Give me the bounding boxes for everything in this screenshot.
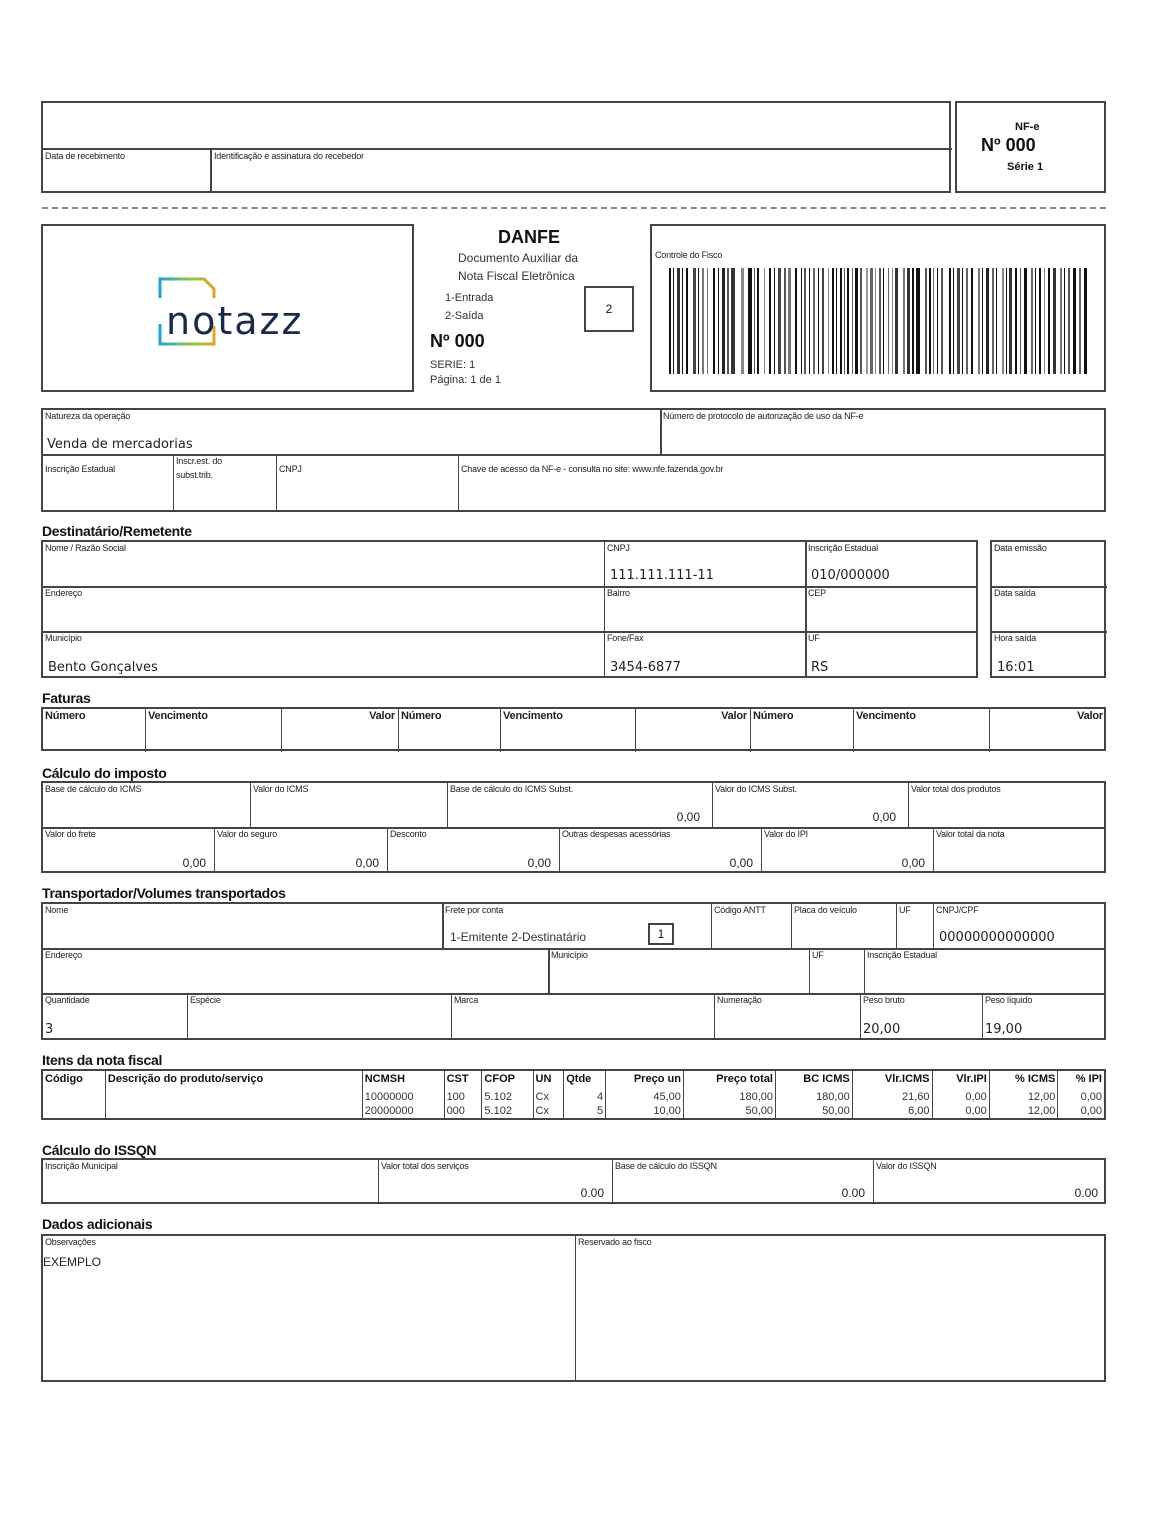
receipt-date-field	[42, 149, 212, 193]
recipient-zip-field	[805, 586, 978, 633]
invoice-col-number-2: Número	[398, 708, 501, 752]
recipient-phone-label: Fone/Fax	[607, 633, 644, 643]
invoice-col-number-3: Número	[750, 708, 854, 752]
invoices-box	[41, 707, 1106, 751]
nfe-number: Nº 000	[981, 135, 1036, 155]
invoice-col-number-1: Número	[42, 708, 146, 752]
invoice-col-due-1: Vencimento	[145, 708, 282, 752]
invoices-section-title: Faturas	[42, 690, 91, 706]
receipt-identification-label: Identificação e assinatura do recebedor	[214, 151, 364, 161]
antt-code-field: Código ANTT	[711, 903, 792, 950]
icms-subst-base-field: Base de cálculo do ICMS Subst. 0,00	[447, 782, 713, 829]
freight-payer-options: 1-Emitente 2-Destinatário	[450, 930, 587, 944]
danfe-page: Página: 1 de 1	[430, 374, 501, 386]
recipient-state-registration-value: 010/000000	[811, 568, 890, 583]
operation-nature-value: Venda de mercadorias	[47, 437, 193, 452]
carrier-cnpj-field: CNPJ/CPF 00000000000000	[933, 903, 1106, 950]
issue-date-label: Data emissão	[994, 543, 1047, 553]
recipient-zip-label: CEP	[808, 588, 826, 598]
volume-quantity-field: Quantidade 3	[42, 993, 188, 1040]
products-total-field: Valor total dos produtos	[908, 782, 1106, 829]
exit-date-label: Data saída	[994, 588, 1036, 598]
fiscal-control-box	[650, 224, 1106, 392]
recipient-state-registration-label: Inscrição Estadual	[808, 543, 878, 553]
invoice-col-value-1: Valor	[281, 708, 399, 752]
recipient-cnpj-field	[604, 541, 807, 588]
items-table	[41, 1069, 1106, 1120]
recipient-district-label: Bairro	[607, 588, 630, 598]
receipt-date-label: Data de recebimento	[45, 151, 125, 161]
danfe-entrada-label: 1-Entrada	[445, 292, 494, 304]
state-registration-label: Inscrição Estadual	[45, 464, 115, 474]
col-pct-ipi: % IPI	[1058, 1070, 1105, 1090]
notazz-logo	[156, 276, 316, 348]
receipt-signature-area	[42, 102, 952, 150]
operation-nature-field	[42, 409, 662, 456]
recipient-phone-field	[604, 631, 807, 678]
danfe-operation-type-box	[584, 286, 634, 332]
carrier-box	[41, 902, 1106, 1040]
issqn-box	[41, 1158, 1106, 1204]
other-expenses-field: Outras despesas acessórias 0,00	[559, 827, 762, 873]
vehicle-plate-field: Placa do veículo	[791, 903, 897, 950]
icms-subst-value-field: Valor do ICMS Subst. 0,00	[712, 782, 909, 829]
recipient-name-label: Nome / Razão Social	[45, 543, 126, 553]
recipient-district-field	[604, 586, 807, 633]
recipient-uf-field	[805, 631, 978, 678]
additional-data-box	[41, 1234, 1106, 1382]
operation-box	[41, 408, 1106, 512]
col-bc-icms: BC ICMS	[776, 1070, 853, 1090]
danfe-title: DANFE	[498, 227, 560, 247]
recipient-section-title: Destinatário/Remetente	[42, 523, 192, 539]
recipient-cnpj-label: CNPJ	[607, 543, 630, 553]
invoice-col-value-2: Valor	[635, 708, 751, 752]
volume-brand-field: Marca	[451, 993, 715, 1040]
recipient-box	[41, 540, 978, 678]
carrier-city-field: Município	[548, 948, 810, 995]
tax-section-title: Cálculo do imposto	[42, 765, 167, 781]
issqn-base-field: Base de cálculo do ISSQN 0.00	[612, 1159, 874, 1203]
invoice-col-due-3: Vencimento	[853, 708, 990, 752]
receipt-stub	[41, 101, 951, 193]
col-pct-icms: % ICMS	[989, 1070, 1058, 1090]
nfe-series: Série 1	[1007, 161, 1044, 173]
operation-nature-label: Natureza da operação	[45, 411, 131, 421]
carrier-address-field: Endereço	[42, 948, 550, 995]
net-weight-field: Peso líquido 19,00	[985, 995, 1033, 1037]
state-registration-field	[42, 454, 174, 512]
volume-numbering-field: Numeração	[714, 993, 861, 1040]
recipient-city-value: Bento Gonçalves	[48, 660, 158, 675]
carrier-section-title: Transportador/Volumes transportados	[42, 885, 286, 901]
recipient-state-registration-field	[805, 541, 978, 588]
issuer-logo-box	[41, 224, 414, 392]
col-qty: Qtde	[564, 1070, 606, 1090]
danfe-operation-type-value: 2	[605, 302, 613, 316]
danfe-subtitle-1: Documento Auxiliar da	[458, 251, 579, 265]
recipient-address-field	[42, 586, 605, 633]
issqn-section-title: Cálculo do ISSQN	[42, 1142, 157, 1158]
vehicle-uf-field: UF	[896, 903, 934, 950]
issqn-value-field: Valor do ISSQN 0.00	[876, 1161, 1098, 1200]
danfe-saida-label: 2-Saída	[445, 310, 484, 322]
col-un: UN	[533, 1070, 564, 1090]
recipient-uf-value: RS	[811, 660, 829, 675]
observations-value: EXEMPLO	[43, 1255, 102, 1269]
tax-box	[41, 781, 1106, 873]
col-cfop: CFOP	[482, 1070, 533, 1090]
items-section-title: Itens da nota fiscal	[42, 1052, 163, 1068]
notazz-logo-icon	[156, 276, 316, 348]
recipient-phone-value: 3454-6877	[610, 660, 681, 675]
exit-time-value: 16:01	[997, 660, 1035, 675]
danfe-number: Nº 000	[430, 331, 485, 351]
col-total-price: Preço total	[683, 1070, 775, 1090]
authorization-protocol-field	[660, 409, 1106, 456]
icms-base-field: Base de cálculo do ICMS	[42, 782, 251, 829]
invoice-total-field: Valor total da nota	[936, 829, 1005, 839]
exit-time-field	[991, 631, 1107, 678]
recipient-city-label: Município	[45, 633, 82, 643]
services-total-field: Valor total dos serviços 0.00	[378, 1159, 613, 1203]
additional-data-section-title: Dados adicionais	[42, 1216, 153, 1232]
dates-box	[990, 540, 1106, 678]
subst-state-registration-label-2: subst.trib.	[176, 470, 213, 480]
gross-weight-field: Peso bruto 20,00	[860, 993, 983, 1040]
col-ncm: NCMSH	[362, 1070, 444, 1090]
exit-date-field	[991, 586, 1107, 633]
freight-payer-field: Frete por conta 1-Emitente 2-Destinatário 1	[442, 903, 712, 950]
fiscal-control-label: Controle do Fisco	[655, 250, 723, 260]
barcode	[669, 268, 1089, 374]
recipient-city-field	[42, 631, 605, 678]
item-row: 10000000 100 5.102 Cx 4 45,00 180,00 180,00 21,60 0,00 12,00 0,00	[42, 1090, 1105, 1104]
receipt-identification-field	[211, 149, 951, 193]
items-header-row	[42, 1070, 1105, 1090]
insurance-field: Valor do seguro 0,00	[214, 827, 388, 873]
carrier-state-registration-field: Inscrição Estadual	[864, 948, 1106, 995]
carrier-name-field: Nome	[42, 903, 444, 950]
issuer-cnpj-label: CNPJ	[279, 464, 302, 474]
danfe-subtitle-2: Nota Fiscal Eletrônica	[458, 269, 575, 283]
volume-species-field: Espécie	[187, 993, 452, 1040]
invoice-col-due-2: Vencimento	[500, 708, 636, 752]
col-cst: CST	[444, 1070, 482, 1090]
issue-date-field	[991, 541, 1107, 588]
subst-state-registration-label-1: Inscr.est. do	[176, 456, 222, 466]
icms-value-field: Valor do ICMS	[250, 782, 448, 829]
barcode-icon	[669, 268, 1089, 374]
carrier-uf-field: UF	[809, 948, 865, 995]
ipi-value-field: Valor do IPI 0,00	[761, 827, 934, 873]
observations-field: Observações EXEMPLO	[42, 1235, 576, 1381]
danfe-header	[420, 224, 640, 392]
authorization-protocol-label: Número de protocolo de autorização de uso da NF-e	[663, 411, 864, 421]
recipient-address-label: Endereço	[45, 588, 82, 598]
col-vlr-ipi: Vlr.IPI	[932, 1070, 989, 1090]
municipal-registration-field: Inscrição Municipal	[42, 1159, 379, 1203]
svg-text:notazz: notazz	[166, 299, 304, 343]
freight-field: Valor do frete 0,00	[42, 827, 215, 873]
nfe-label: NF-e	[1015, 121, 1040, 133]
recipient-cnpj-value: 111.111.111-11	[610, 568, 714, 583]
recipient-name-field	[42, 541, 605, 588]
col-unit-price: Preço un	[606, 1070, 684, 1090]
danfe-series: SERIE: 1	[430, 359, 476, 371]
invoice-col-value-3: Valor	[1077, 710, 1103, 722]
access-key-label: Chave de acesso da NF-e - consulta no site: www.nfe.fazenda.gov.br	[461, 464, 724, 474]
access-key-field	[458, 454, 1106, 512]
item-row: 20000000 000 5.102 Cx 5 10,00 50,00 50,00 6,00 0,00 12,00 0,00	[42, 1104, 1105, 1119]
reserved-fiscal-field: Reservado ao fisco	[578, 1237, 652, 1247]
recipient-uf-label: UF	[808, 633, 820, 643]
freight-payer-value-box: 1	[648, 923, 674, 945]
discount-field: Desconto 0,00	[387, 827, 560, 873]
subst-state-registration-field	[173, 454, 277, 512]
nfe-number-box	[955, 101, 1106, 193]
exit-time-label: Hora saída	[994, 633, 1037, 643]
col-vlr-icms: Vlr.ICMS	[852, 1070, 932, 1090]
col-code: Código	[42, 1070, 105, 1090]
cut-line-divider	[42, 207, 1106, 209]
issuer-cnpj-field	[276, 454, 459, 512]
col-description: Descrição do produto/serviço	[105, 1070, 362, 1090]
